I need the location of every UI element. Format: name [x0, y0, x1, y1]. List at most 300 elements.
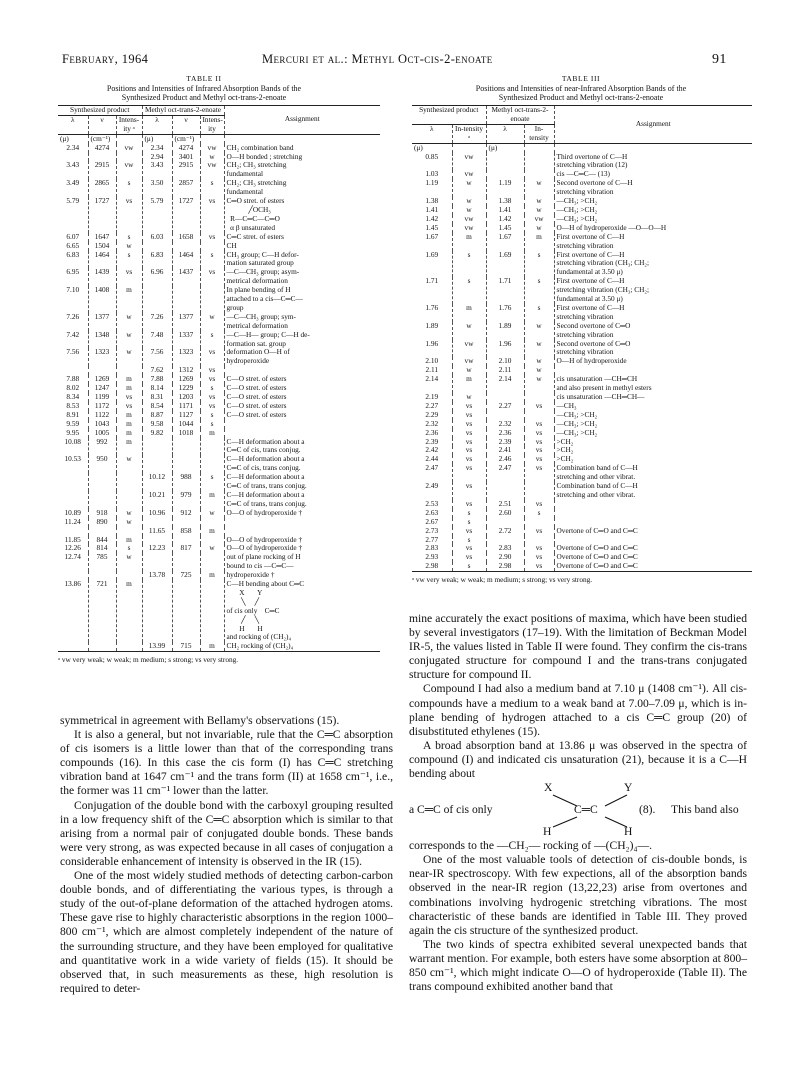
- table3-header-intensity: In-tensity ᵃ: [452, 124, 486, 143]
- table3-cell: 2.32: [412, 420, 452, 429]
- table2-cell: [142, 536, 172, 545]
- table3-cell: 1.76: [412, 304, 452, 322]
- table2-cell: w: [116, 553, 142, 571]
- table3-cell: 1.19: [486, 179, 524, 197]
- table2-cell-assignment: C—O stret. of esters: [226, 401, 287, 410]
- table2-cell-assignment: CH₂; CH₃ stretching fundamental: [226, 161, 287, 179]
- table3-cell-assignment: >CH₂: [556, 437, 574, 446]
- table3-row: [412, 206, 752, 215]
- table2-cell: [58, 642, 88, 651]
- table3-cell: [524, 170, 554, 179]
- table2-cell: 4274: [172, 144, 200, 153]
- table2-cell: 1377: [88, 313, 116, 331]
- table2-cell: 10.21: [142, 491, 172, 509]
- table3-cell: vs: [524, 438, 554, 447]
- table3-cell-assignment: —CH₃; >CH₂: [556, 410, 598, 419]
- structure-h-right: H: [624, 825, 633, 839]
- table3-cell-assignment: —CH₃; >CH₂: [556, 428, 598, 437]
- table3-cell: [524, 393, 554, 402]
- table3-cell: w: [524, 375, 554, 393]
- table3-cell: 2.36: [486, 429, 524, 438]
- table3-row: [412, 429, 752, 438]
- table2-row: [58, 179, 380, 197]
- table2-cell: [200, 286, 224, 313]
- table3-cell: 2.29: [412, 411, 452, 420]
- table2-cell-assignment: C—H deformation about a C═C of cis, trans conjug.: [226, 455, 305, 473]
- table2-cell: 12.74: [58, 553, 88, 571]
- table2-cell-assignment: —C—H— group; C—H de- formation sat. group: [226, 330, 310, 348]
- table3-cell: 2.83: [486, 544, 524, 553]
- table3-cell-assignment: Second overtone of C═O stretching vibration: [556, 339, 631, 357]
- table2-cell-assignment: out of plane rocking of H bound to cis —C═C—: [226, 553, 301, 571]
- table2-cell: s: [200, 420, 224, 429]
- table2-cell-assignment: [224, 429, 380, 438]
- table2-cell: 8.34: [58, 393, 88, 402]
- table3-row: [412, 562, 752, 571]
- table3-cell: vs: [524, 446, 554, 455]
- table3-cell: 2.46: [486, 455, 524, 464]
- table2-cell: 2.94: [142, 153, 172, 162]
- table2-cell: 6.83: [142, 251, 172, 269]
- table2-cell: 918: [88, 509, 116, 518]
- table3-cell: w: [452, 197, 486, 206]
- table2-cell: s: [200, 384, 224, 393]
- table2-cell: [200, 518, 224, 527]
- table2-cell: s: [200, 411, 224, 420]
- table3-cell-assignment: Second overtone of C—H stretching vibration: [556, 179, 633, 197]
- table3-cell-assignment: cis unsaturation —CH═CH and also present in methyl esters: [556, 375, 652, 393]
- table3-cell: 2.44: [412, 455, 452, 464]
- table3-row: [412, 411, 752, 420]
- table3-cell: 2.32: [486, 420, 524, 429]
- table3-cell: 2.49: [412, 482, 452, 500]
- table2-cell: 1464: [88, 251, 116, 269]
- table2-cell: [172, 242, 200, 251]
- table2-row: [58, 153, 380, 162]
- table2-cell: 1269: [88, 375, 116, 384]
- table2-cell: 979: [172, 491, 200, 509]
- table2-cell: m: [200, 491, 224, 509]
- table2-row: [58, 393, 380, 402]
- table2-cell: 785: [88, 553, 116, 571]
- table3-cell: vs: [452, 429, 486, 438]
- running-header-title: Mercuri et al.: Methyl Oct-cis-2-enoate: [262, 52, 493, 66]
- table3-cell: 1.96: [486, 340, 524, 358]
- table2-cell: 13.86: [58, 580, 88, 642]
- right-paragraph-5: One of the most valuable tools of detection of cis-double bonds, is near-IR spectroscopy. With few expections, all of the absorption bands observed in the near-IR region (13,22,23) arise from overtones and combinations involving hydrogenic stretching vibrations. The most characteristic of these bands are identified in Table III. They proved again the cis structure of the synthesized product.: [409, 853, 747, 937]
- table2-cell: s: [116, 233, 142, 242]
- table3-cell: 2.73: [412, 527, 452, 536]
- table2-row: [58, 571, 380, 580]
- table2-cell: vs: [200, 366, 224, 375]
- table2-cell-assignment: CH₂ rocking of (CH₂)₄: [224, 642, 380, 651]
- table2-cell: 7.62: [142, 366, 172, 375]
- table3-cell: 2.27: [486, 402, 524, 411]
- table3-cell: s: [452, 536, 486, 545]
- table3-cell: 1.45: [412, 224, 452, 233]
- table2-cell: 1348: [88, 331, 116, 349]
- table2-group-synth: Synthesized product: [58, 106, 142, 116]
- table3-row: [412, 420, 752, 429]
- table2-cell: 8.54: [142, 402, 172, 411]
- table2-cell: [116, 571, 142, 580]
- table2-cell: 7.10: [58, 286, 88, 313]
- table2-cell: [172, 455, 200, 473]
- table3-cell-assignment: Second overtone of C═O stretching vibration: [556, 321, 631, 339]
- table2-cell: w: [200, 509, 224, 518]
- table2-cell: [142, 242, 172, 251]
- table3-cell: [486, 518, 524, 527]
- table2-cell: 7.88: [142, 375, 172, 384]
- structure-y: Y: [624, 781, 633, 795]
- table2-cell: s: [116, 544, 142, 553]
- table3-header-lambda: λ: [412, 124, 452, 143]
- table2-cell: [88, 473, 116, 491]
- table2-cell: [142, 455, 172, 473]
- table2-cell-assignment: C═C stret. of esters: [226, 232, 284, 241]
- table3-cell: 1.45: [486, 224, 524, 233]
- table2-cell: 1437: [172, 268, 200, 286]
- table2-cell: 912: [172, 509, 200, 518]
- table2-cell-assignment: —C—CH₃ group; sym- metrical deformation: [226, 312, 296, 330]
- table2-cell: 1229: [172, 384, 200, 393]
- table3-cell: vw: [452, 340, 486, 358]
- table3-row: [412, 197, 752, 206]
- table3-cell: w: [452, 366, 486, 375]
- table2-cell: 10.96: [142, 509, 172, 518]
- table3-cell: w: [524, 366, 554, 375]
- table2-row: [58, 536, 380, 545]
- table3-cell-assignment: [554, 366, 752, 375]
- table3-cell-assignment: Overtone of C═O and C═C: [554, 562, 752, 571]
- table3-cell-assignment: First overtone of C—H stretching vibration: [556, 232, 625, 250]
- table2-cell: m: [116, 580, 142, 642]
- table3-cell-assignment: Combination band of C—H stretching and other vibrat.: [556, 482, 638, 499]
- table2-cell: [172, 286, 200, 313]
- structure-x: X: [544, 781, 553, 795]
- table2-cell: 6.07: [58, 233, 88, 242]
- table3-cell: 2.11: [412, 366, 452, 375]
- table2-row: [58, 161, 380, 179]
- table2-cell: 8.53: [58, 402, 88, 411]
- table3-cell: 2.83: [412, 544, 452, 553]
- table3-cell: s: [524, 251, 554, 278]
- table2-cell: vs: [116, 268, 142, 286]
- table2-cell: m: [116, 286, 142, 313]
- table2-cell: 1203: [172, 393, 200, 402]
- table2-cell: 2865: [88, 179, 116, 197]
- table3-cell: 2.63: [412, 509, 452, 518]
- table3-cell: 1.69: [486, 251, 524, 278]
- table2-cell: 1647: [88, 233, 116, 242]
- table3-units-lambda: (μ): [412, 143, 452, 152]
- table3-cell: s: [524, 277, 554, 304]
- table3-caption-line1: Positions and Intensities of near-Infrared Absorption Bands of the: [475, 83, 687, 93]
- table2-row: [58, 438, 380, 456]
- table2-cell: 4274: [88, 144, 116, 153]
- table3-cell: vs: [452, 500, 486, 509]
- table2-row: [58, 420, 380, 429]
- table2-cell: 725: [172, 571, 200, 580]
- table3-cell: vs: [452, 446, 486, 455]
- table3-cell: 2.98: [486, 562, 524, 571]
- table3-cell: 2.47: [412, 464, 452, 482]
- table2-cell: [200, 553, 224, 571]
- table2-cell: 1044: [172, 420, 200, 429]
- table2-cell: [58, 473, 88, 491]
- table2-header-lambda-2: λ: [142, 115, 172, 134]
- table2-units-nu-2: (cm⁻¹): [172, 134, 200, 143]
- table2-row: [58, 268, 380, 286]
- table2-cell: [142, 518, 172, 527]
- table3-row: [412, 340, 752, 358]
- table2-cell: 7.42: [58, 331, 88, 349]
- table2-cell-assignment: O—O of hydroperoxide †: [226, 535, 303, 544]
- table3-cell: w: [524, 357, 554, 366]
- table3-cell: vs: [524, 455, 554, 464]
- table3-cell: vs: [524, 464, 554, 482]
- table2-cell: vw: [116, 144, 142, 153]
- table3-cell-assignment: Overtone of C═O and C═C: [556, 553, 638, 562]
- table3-cell: vw: [452, 224, 486, 233]
- table2-cell: vw: [116, 161, 142, 179]
- running-header-date: February, 1964: [62, 52, 149, 66]
- table2-cell: vs: [200, 197, 224, 233]
- table2-cell: 890: [88, 518, 116, 527]
- table3-cell: s: [452, 562, 486, 571]
- table3-cell: 0.85: [412, 153, 452, 171]
- right-paragraph-6: The two kinds of spectra exhibited several unexpected bands that warrant mention. For example, both esters have some absorption at 800–850 cm⁻¹, which might indicate O—O of hydroperoxide (Table II). The trans compound exhibited another band that: [409, 937, 747, 994]
- table3-cell: 2.42: [412, 446, 452, 455]
- table2-cell: [58, 571, 88, 580]
- table3-cell: vs: [524, 402, 554, 411]
- table3-group-synth: Synthesized product: [412, 106, 486, 125]
- table2-cell: [58, 366, 88, 375]
- table2-cell: s: [200, 331, 224, 349]
- table2-cell: 10.08: [58, 438, 88, 456]
- cis-structure-formula: [409, 781, 747, 839]
- table2-cell-assignment: C═O stret. of esters ╱OCH₃ R—C═C—C═O α β unsaturated: [226, 197, 285, 232]
- table3-cell: m: [524, 233, 554, 251]
- table3-cell: vs: [452, 544, 486, 553]
- table3-header-lambda-2: λ: [486, 124, 524, 143]
- table2-cell: m: [116, 375, 142, 384]
- table3-cell: 2.93: [412, 553, 452, 562]
- table3-cell: 1.71: [412, 277, 452, 304]
- table3-row: [412, 366, 752, 375]
- table3-cell-assignment: [554, 536, 752, 545]
- table3-cell-assignment: First overtone of C—H stretching vibration (CH₃; CH₂; fundamental at 3.50 μ): [556, 277, 649, 304]
- table2-cell: 6.03: [142, 233, 172, 242]
- table2-cell: [200, 242, 224, 251]
- table2-cell-assignment: CH₃ group; C—H defor- mation saturated group: [226, 250, 299, 268]
- table2: [58, 105, 380, 664]
- table2-cell-assignment: In plane bending of H attached to a cis—C═C— group: [226, 286, 303, 312]
- table2-cell: vs: [116, 402, 142, 411]
- table2-row: [58, 553, 380, 571]
- table2-cell: 7.48: [142, 331, 172, 349]
- table2-cell: 1408: [88, 286, 116, 313]
- table2-cell: [58, 527, 88, 536]
- table3-cell: 1.03: [412, 170, 452, 179]
- table3-cell: 2.77: [412, 536, 452, 545]
- table3-cell: w: [524, 340, 554, 358]
- table2-cell: w: [116, 313, 142, 331]
- table2-cell: 1439: [88, 268, 116, 286]
- table2-cell: [142, 553, 172, 571]
- table2-cell: m: [200, 527, 224, 536]
- table2-cell: 988: [172, 473, 200, 491]
- table3: [412, 105, 752, 584]
- table2-cell: 9.59: [58, 420, 88, 429]
- table3-cell: 2.90: [486, 553, 524, 562]
- table2-cell: 1323: [88, 348, 116, 366]
- left-paragraph-2: It is also a general, but not invariable, rule that the C═C absorption of cis isomers is a little lower than that of the corresponding trans compounds (16). In this case the cis form (I) has C═C stretching vibration band at 1647 cm⁻¹ and the trans form (II) at 1658 cm⁻¹, i.e., the former was 11 cm⁻¹ lower than the latter.: [60, 728, 393, 798]
- table2-cell: 2915: [88, 161, 116, 179]
- table2-cell: 2.34: [58, 144, 88, 153]
- table3-cell: w: [452, 322, 486, 340]
- table2-cell: vs: [200, 402, 224, 411]
- table2-row: [58, 518, 380, 527]
- table2-group-methyl: Methyl oct-trans-2-enoate: [142, 106, 224, 116]
- table2-row: [58, 348, 380, 366]
- table2-cell: [116, 642, 142, 651]
- table3-cell: 1.67: [486, 233, 524, 251]
- table3-cell: vw: [524, 215, 554, 224]
- table2-cell: [172, 553, 200, 571]
- table2-cell: 7.56: [58, 348, 88, 366]
- table2-cell-assignment: C—O stret. of esters: [226, 393, 287, 401]
- table3-cell: 1.69: [412, 251, 452, 278]
- table2-cell: 6.65: [58, 242, 88, 251]
- table2-cell: 858: [172, 527, 200, 536]
- table2-cell: [58, 153, 88, 162]
- table2-cell: 715: [172, 642, 200, 651]
- table3-row: [412, 277, 752, 304]
- table2-cell: 1658: [172, 233, 200, 242]
- table3-cell: 1.42: [486, 215, 524, 224]
- table2-cell: 817: [172, 544, 200, 553]
- table2-row: [58, 286, 380, 313]
- table2-cell-assignment: O—O of hydroperoxide †: [226, 544, 303, 553]
- right-paragraph-1: mine accurately the exact positions of maxima, which have been studied by several investigators (17–19). With the limitation of Beckman Model IR-5, the values listed in Table II were found. They confirm the cis-trans conjugated structure for compound I and the trans-trans conjugated structure for compound II.: [409, 612, 747, 682]
- table2-cell: [200, 536, 224, 545]
- table2-row: [58, 366, 380, 375]
- right-paragraph-2: Compound I had also a medium band at 7.10 μ (1408 cm⁻¹). All cis-compounds have a medium to a weak band at 7.00–7.09 μ, which is in-plane bending of hydrogen attached to a cis C═C group (20) of disubstituted ethylenes (15).: [409, 682, 747, 738]
- table2-cell: 7.56: [142, 348, 172, 366]
- table3-cell: 2.36: [412, 429, 452, 438]
- table2-cell: 12.26: [58, 544, 88, 553]
- table2-cell: 1127: [172, 411, 200, 420]
- table2-cell: 1005: [88, 429, 116, 438]
- table2-cell: m: [116, 438, 142, 456]
- table2-cell: 992: [88, 438, 116, 456]
- table2-cell-assignment: CH₂; CH₃ stretching fundamental: [226, 179, 287, 197]
- table3-cell: w: [524, 224, 554, 233]
- table2-cell: 8.02: [58, 384, 88, 393]
- table3-cell: vw: [452, 153, 486, 171]
- table2-row: [58, 473, 380, 491]
- table3-cell: 2.47: [486, 464, 524, 482]
- table2-cell-assignment: O—O of hydroperoxide †: [226, 508, 303, 517]
- table2-cell: 5.79: [142, 197, 172, 233]
- table3-row: [412, 304, 752, 322]
- table3-cell: [486, 536, 524, 545]
- table3-cell: 1.67: [412, 233, 452, 251]
- table3-cell: 2.14: [486, 375, 524, 393]
- table2-cell: [172, 536, 200, 545]
- table3-label: TABLE III: [561, 74, 601, 83]
- table3-cell: [486, 170, 524, 179]
- table3-row: [412, 500, 752, 509]
- table2-caption: [30, 74, 378, 103]
- table2-cell: vs: [200, 233, 224, 242]
- table2-cell: w: [116, 331, 142, 349]
- table2-cell: m: [116, 420, 142, 429]
- table2-cell: 11.24: [58, 518, 88, 527]
- table2-cell: s: [116, 251, 142, 269]
- table3-cell: 2.67: [412, 518, 452, 527]
- table3-cell: vw: [452, 170, 486, 179]
- table2-cell: [116, 366, 142, 375]
- table2-row: [58, 242, 380, 251]
- table2-cell: 1199: [88, 393, 116, 402]
- left-paragraph-4: One of the most widely studied methods of detecting carbon-carbon double bonds, and of differentiating the various types, is through a study of the out-of-plane deformation of the attached hydrogen atoms. These gave rise to highly characteristic absorptions in the region 1000–800 cm⁻¹, which are almost completely independent of the nature of the surrounding structure, and they have been employed for qualitative and quantitative work in a wide variety of fields (15). It should be observed that, in such measurements as these, high resolution is required to deter-: [60, 869, 393, 995]
- table2-cell: s: [200, 251, 224, 269]
- structure-h-left: H: [543, 825, 552, 839]
- table2-cell-assignment: C—H bending about C═C X Y ╲ ╱ of cis only C═C ╱ ╲ H H and rocking of (CH₂)₄: [226, 580, 305, 642]
- table2-row: [58, 491, 380, 509]
- table2-cell: 11.65: [142, 527, 172, 536]
- table3-cell-assignment: >CH₂: [556, 446, 574, 455]
- table3-cell: 1.71: [486, 277, 524, 304]
- table2-cell: 6.96: [142, 268, 172, 286]
- table3-cell-assignment: Overtone of C═O and C═C: [556, 526, 638, 535]
- table2-header-intensity-2: Intens-ity: [200, 115, 224, 134]
- table2-cell: 1269: [172, 375, 200, 384]
- table2-cell: 814: [88, 544, 116, 553]
- table3-cell: 1.19: [412, 179, 452, 197]
- table3-cell: vs: [452, 464, 486, 482]
- table3-cell: vs: [452, 455, 486, 464]
- table3-cell-assignment: O—H of hydroperoxide: [556, 357, 627, 366]
- table2-cell: 5.79: [58, 197, 88, 233]
- table2-cell: s: [200, 179, 224, 197]
- table2-cell: 950: [88, 455, 116, 473]
- table2-row: [58, 455, 380, 473]
- table3-group-methyl: Methyl oct-trans-2-enoate: [486, 106, 554, 125]
- table2-caption-line1: Positions and Intensities of Infrared Absorption Bands of the: [106, 83, 302, 93]
- table3-cell: 2.11: [486, 366, 524, 375]
- structure-tail-text: This band also: [671, 803, 739, 817]
- table2-cell: m: [116, 429, 142, 438]
- structure-equation-number: (8).: [639, 803, 656, 817]
- table3-cell: 1.38: [412, 197, 452, 206]
- table3-cell: vs: [524, 420, 554, 429]
- table2-cell: s: [200, 473, 224, 491]
- table3-cell: 2.51: [486, 500, 524, 509]
- table2-cell: [88, 153, 116, 162]
- table2-cell: 1727: [172, 197, 200, 233]
- table3-cell-assignment: [554, 509, 752, 518]
- table2-row: [58, 402, 380, 411]
- table3-cell: w: [452, 206, 486, 215]
- table3-cell: vs: [452, 527, 486, 536]
- table3-cell: vs: [524, 527, 554, 536]
- table3-cell: m: [452, 304, 486, 322]
- table2-label: TABLE II: [186, 74, 222, 83]
- table2-cell: 9.82: [142, 429, 172, 438]
